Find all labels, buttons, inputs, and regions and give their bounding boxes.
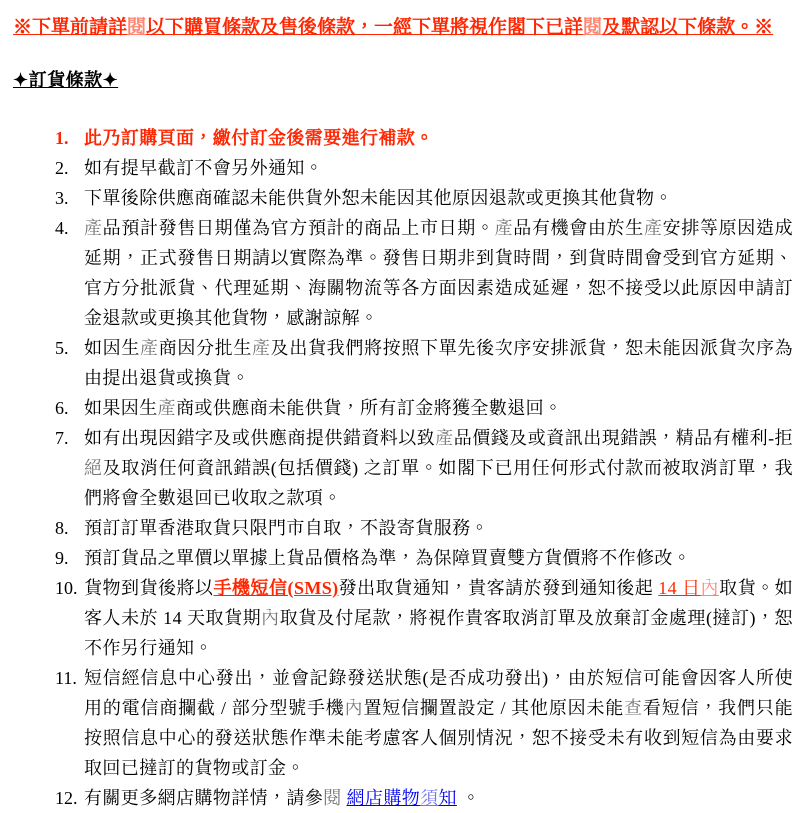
term-number: 8. <box>55 518 69 538</box>
term-item <box>55 543 793 573</box>
term-text: 如因生產商因分批生產及出貨我們將按照下單先後次序安排派貨，恕未能因派貨次序為由提出退貨或換貨。 <box>84 338 794 388</box>
term-number: 4. <box>55 218 69 238</box>
term-text: 短信經信息中心發出，並會記錄發送狀態(是否成功發出)，由於短信可能會因客人所使用的電信商攔截 / 部分型號手機內置短信攔置設定 / 其他原因未能查看短信，我們只能按照信息中心的發送狀態作準未能考慮客人個別情況，恕不接受未有收到短信為由要求取回已撻訂的貨物或訂金。 <box>84 668 794 778</box>
section-title: ✦訂貨條款✦ <box>13 70 119 90</box>
term-text: 此乃訂購頁面，繳付訂金後需要進行補款。 <box>84 128 434 148</box>
term-text: 產品預計發售日期僅為官方預計的商品上市日期。產品有機會由於生產安排等原因造成延期，正式發售日期請以實際為準。發售日期非到貨時間，到貨時間會受到官方延期、官方分批派貨、代理延期、海關物流等各方面因素造成延遲，恕不接受以此原因申請訂金退款或更換其他貨物，感謝諒解。 <box>84 218 793 328</box>
term-text-segment: 。 <box>456 788 481 808</box>
term-number: 6. <box>55 398 69 418</box>
term-number: 2. <box>55 158 69 178</box>
term-text-segment: 有關更多網店購物詳情，請參閱 <box>84 788 342 808</box>
term-number: 11. <box>55 668 77 688</box>
term-number: 7. <box>55 428 69 448</box>
term-number: 5. <box>55 338 69 358</box>
term-text-segment: 貨物到貨後將以 <box>84 578 214 598</box>
term-item <box>55 333 794 393</box>
term-item <box>55 663 794 783</box>
term-item <box>55 153 793 183</box>
sms-highlight: 手機短信(SMS) <box>213 578 339 598</box>
term-text <box>84 788 480 808</box>
store-notice-link[interactable]: 網店購物須知 <box>346 788 457 808</box>
term-number: 10. <box>55 578 78 598</box>
term-text: 下單後除供應商確認未能供貨外恕未能因其他原因退款或更換其他貨物。 <box>84 188 673 208</box>
term-text-segment: 發出取貨通知，貴客請於發到通知後起 <box>338 578 659 598</box>
term-item <box>55 573 793 663</box>
term-text: 如有提早截訂不會另外通知。 <box>84 158 324 178</box>
term-item <box>55 213 793 333</box>
term-item <box>55 423 793 513</box>
term-text: 如有出現因錯字及或供應商提供錯資料以致產品價錢及或資訊出現錯誤，精品有權利-拒絕及取消任何資訊錯誤(包括價錢) 之訂單。如閣下已用任何形式付款而被取消訂單，我們將會全數退回已收取之款項。 <box>84 428 793 508</box>
term-number: 12. <box>55 788 78 808</box>
term-number: 3. <box>55 188 69 208</box>
term-text: 預訂貨品之單價以單據上貨品價格為準，為保障買賣雙方貨價將不作修改。 <box>84 548 692 568</box>
term-text-segment: 取貨。如客人未於 14 天取貨期內取貨及付尾款，將視作貴客取消訂單及放棄訂金處理(撻訂)，恕不作另行通知。 <box>84 578 793 658</box>
page-notice: ※下單前請詳閱以下購買條款及售後條款，一經下單將視作閣下已詳閱及默認以下條款。※ <box>13 17 774 38</box>
term-item <box>55 783 793 813</box>
term-text: 如果因生產商或供應商未能供貨，所有訂金將獲全數退回。 <box>84 398 563 418</box>
term-number: 1. <box>55 128 69 148</box>
term-number: 9. <box>55 548 69 568</box>
term-text <box>84 578 793 658</box>
term-text: 預訂訂單香港取貨只限門市自取，不設寄貨服務。 <box>84 518 489 538</box>
term-item <box>55 183 793 213</box>
pickup-deadline-highlight: 14 日內 <box>658 578 720 598</box>
term-item <box>55 393 793 423</box>
term-item <box>55 123 793 153</box>
terms-list <box>13 123 793 813</box>
term-item <box>55 513 793 543</box>
